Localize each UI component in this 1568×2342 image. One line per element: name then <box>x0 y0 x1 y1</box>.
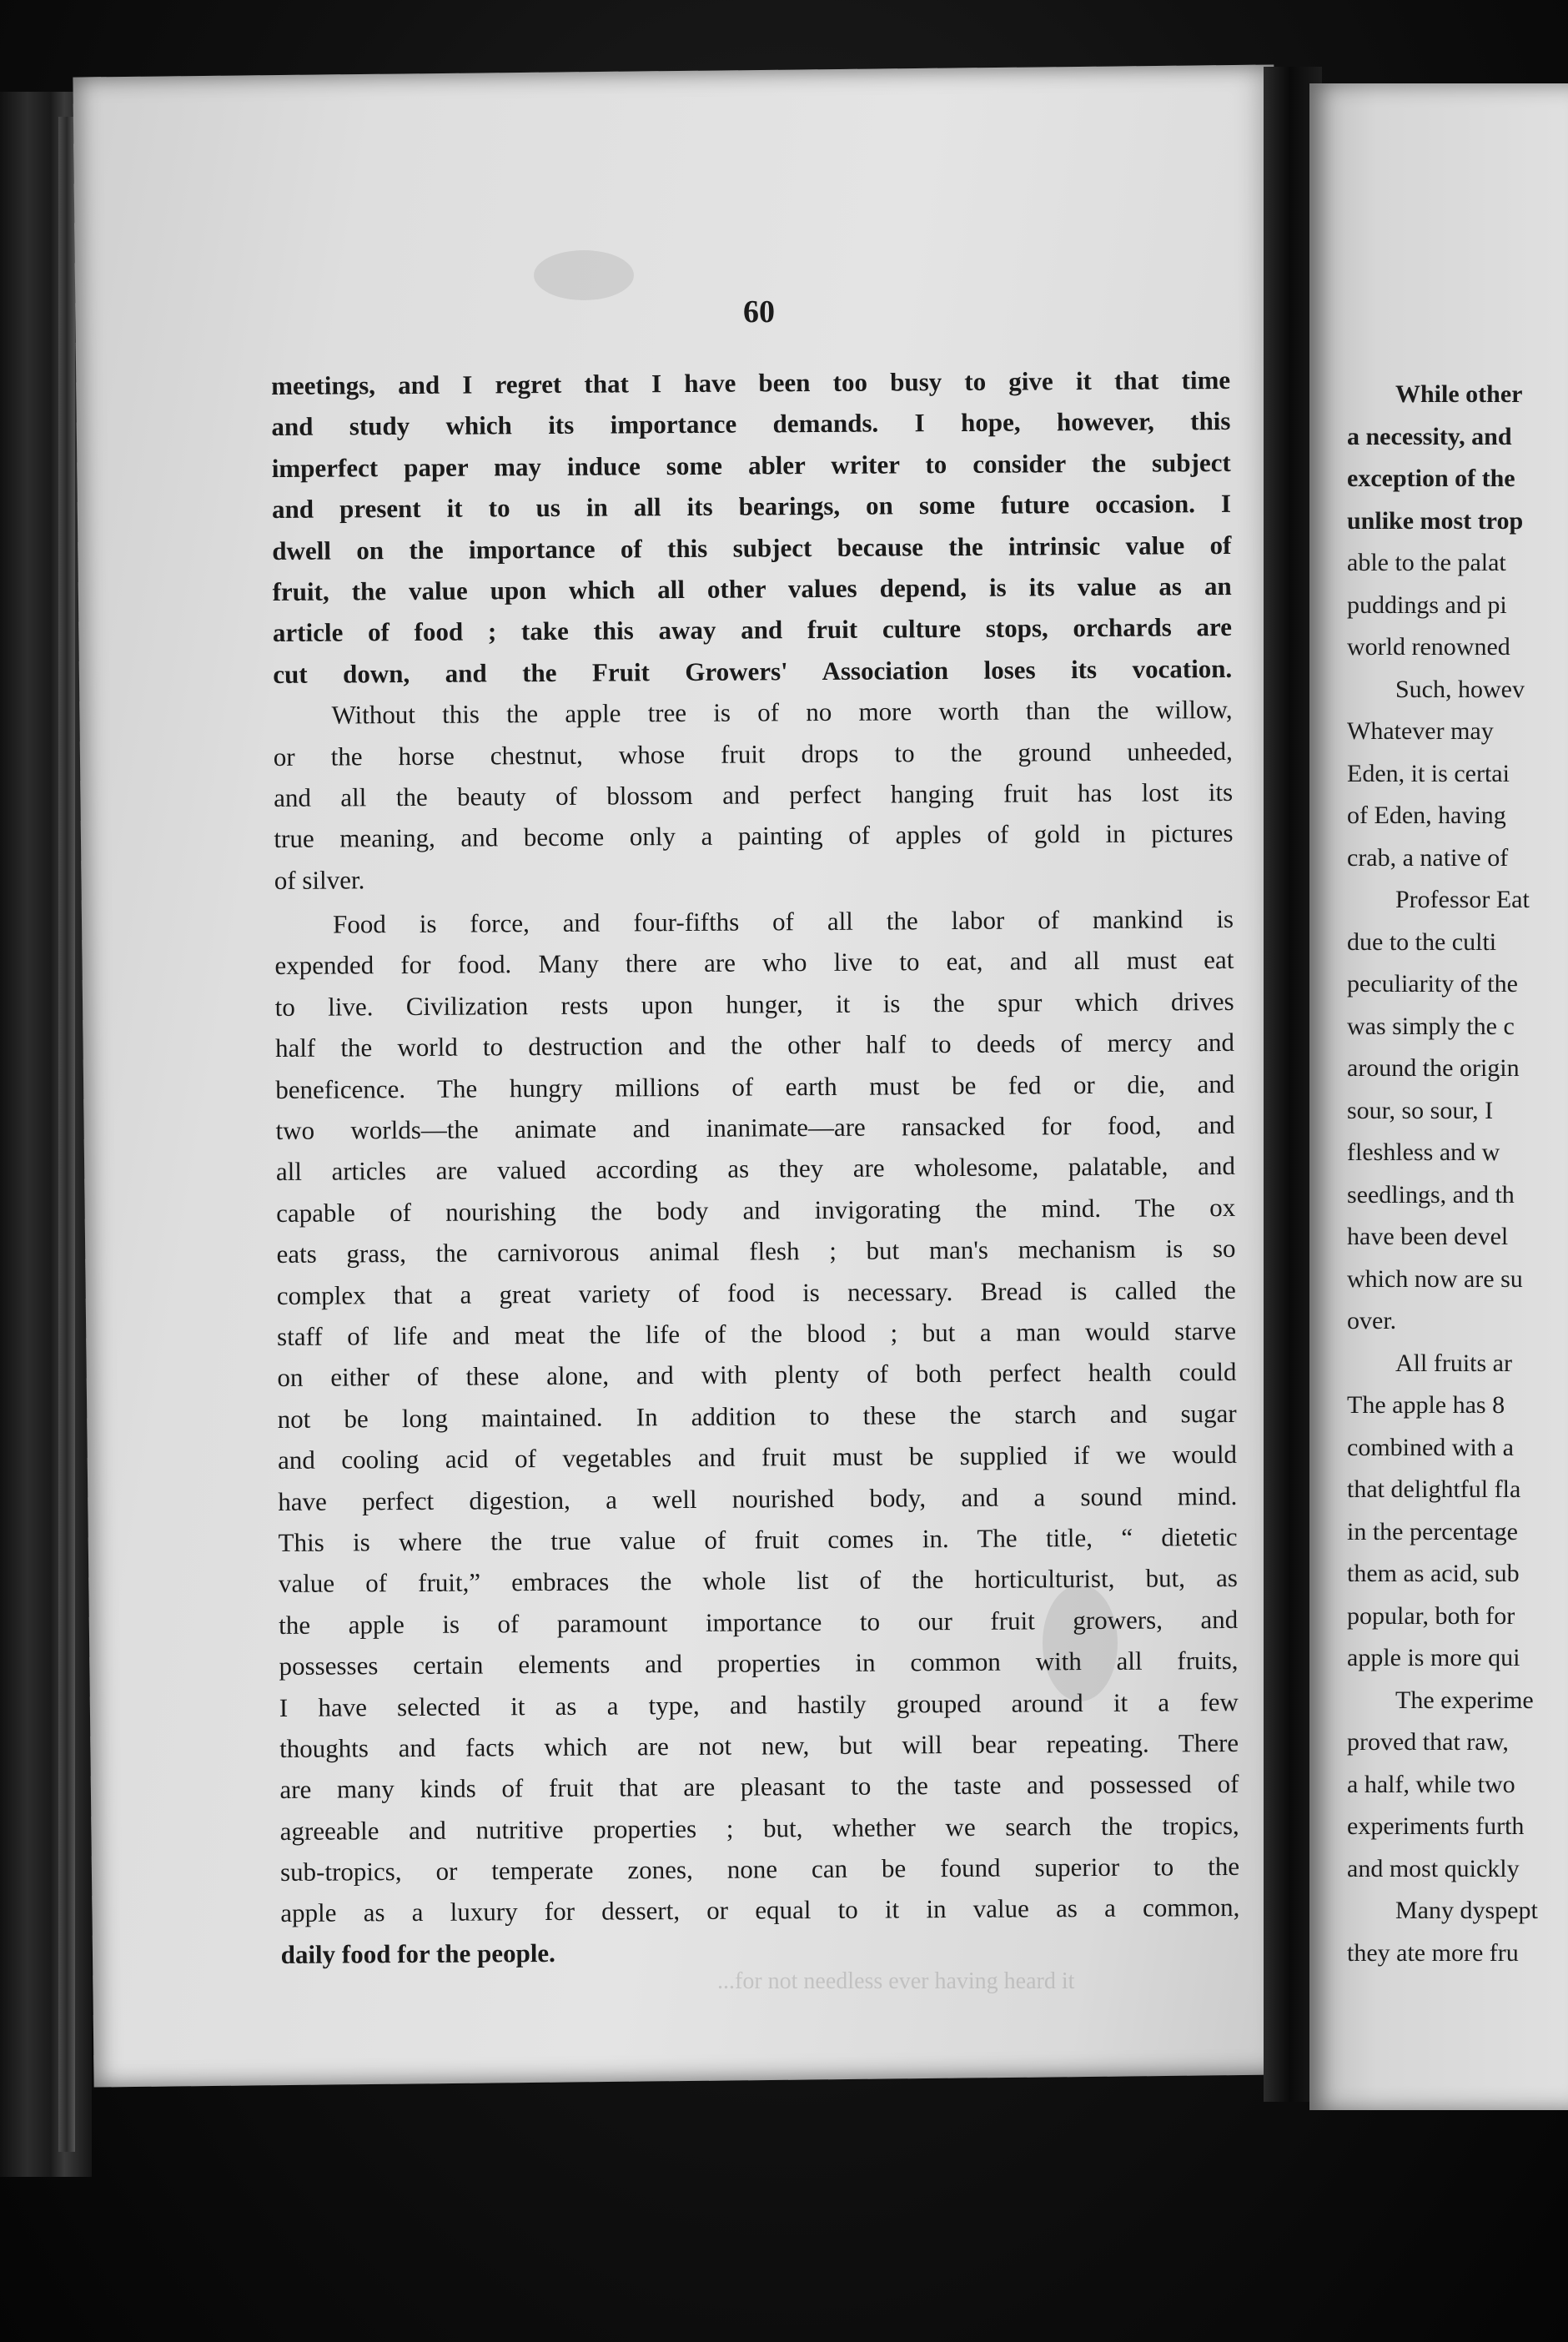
facing-line: they ate more fru <box>1347 1938 1519 1967</box>
facing-line: proved that raw, <box>1347 1728 1509 1756</box>
spine-edge <box>58 117 75 2152</box>
text-line: complex that a great variety of food is necessary. Bread is called the <box>276 1274 1236 1310</box>
facing-line: Eden, it is certai <box>1347 759 1510 787</box>
text-line: and all the beauty of blossom and perfect hanging fruit has lost its <box>274 776 1234 812</box>
text-line: daily food for the people. <box>280 1937 555 1969</box>
facing-line: Many dyspept <box>1395 1897 1538 1924</box>
page-smudge <box>534 250 634 300</box>
text-line: cut down, and the Fruit Growers' Association loses its vocation. <box>273 653 1233 689</box>
facing-line: unlike most trop <box>1347 506 1524 535</box>
text-line: sub-tropics, or temperate zones, none can be found superior to the <box>279 1852 1240 1887</box>
facing-line: them as acid, sub <box>1347 1560 1520 1587</box>
text-line: article of food ; take this away and fruit culture stops, orchards are <box>272 612 1233 648</box>
text-line: Without this the apple tree is of no more worth than the willow, <box>331 695 1233 730</box>
text-line: value of fruit,” embraces the whole list of the horticulturist, but, as <box>278 1563 1239 1599</box>
text-line: have perfect digestion, a well nourished body, and a sound mind. <box>278 1480 1238 1516</box>
facing-line: was simply the c <box>1347 1012 1515 1040</box>
text-line: I have selected it as a type, and hastily grouped around it a few <box>279 1686 1239 1722</box>
text-line: Food is force, and four-fifths of all the labor of mankind is <box>332 904 1234 939</box>
text-line: agreeable and nutritive properties ; but, whether we search the tropics, <box>279 1810 1239 1846</box>
text-line: true meaning, and become only a painting of apples of gold in pictures <box>274 818 1234 854</box>
facing-line: sour, so sour, I <box>1347 1096 1494 1124</box>
facing-line: a half, while two <box>1347 1770 1515 1798</box>
text-line: This is where the true value of fruit comes in. The title, “ dietetic <box>278 1521 1238 1557</box>
facing-line: world renowned <box>1347 633 1510 661</box>
facing-line: The apple has 8 <box>1347 1391 1505 1419</box>
text-line: capable of nourishing the body and invigorating the mind. The ox <box>276 1192 1236 1228</box>
text-line: all articles are valued according as they are wholesome, palatable, and <box>275 1151 1235 1187</box>
facing-line: a necessity, and <box>1347 422 1512 450</box>
text-line: meetings, and I regret that I have been too busy to give it that time <box>271 364 1231 400</box>
facing-line: puddings and pi <box>1347 591 1507 619</box>
text-line: two worlds—the animate and inanimate—are ransacked for food, and <box>275 1109 1235 1146</box>
facing-line: around the origin <box>1347 1054 1520 1082</box>
text-line: thoughts and facts which are not new, but will bear repeating. There <box>279 1727 1239 1763</box>
facing-line: peculiarity of the <box>1347 970 1518 998</box>
facing-line: Professor Eat <box>1395 886 1530 913</box>
facing-line: popular, both for <box>1347 1601 1515 1630</box>
facing-line: combined with a <box>1347 1433 1514 1461</box>
facing-line: have been devel <box>1347 1223 1509 1250</box>
facing-line: due to the culti <box>1347 927 1497 956</box>
facing-line: fleshless and w <box>1347 1138 1500 1166</box>
text-line: are many kinds of fruit that are pleasant to the taste and possessed of <box>279 1769 1239 1805</box>
body-text <box>271 359 1240 1975</box>
facing-page-text <box>1347 374 1568 1974</box>
facing-line: of Eden, having <box>1347 802 1506 829</box>
text-line: beneficence. The hungry millions of earth must be fed or die, and <box>275 1068 1235 1104</box>
text-line: of silver. <box>274 865 365 895</box>
bleed-through-text: ...for not needless ever having heard it <box>717 1968 1075 1994</box>
facing-line: exception of the <box>1347 465 1515 492</box>
text-line: dwell on the importance of this subject because the intrinsic value of <box>272 530 1232 565</box>
facing-line: Whatever may <box>1347 717 1494 745</box>
text-line: staff of life and meat the life of the blood ; but a man would starve <box>277 1315 1237 1351</box>
text-line: expended for food. Many there are who live to eat, and all must eat <box>274 945 1234 981</box>
facing-line: apple is more qui <box>1347 1644 1520 1671</box>
text-line: and study which its importance demands. I hope, however, this <box>271 406 1231 442</box>
facing-line: in the percentage <box>1347 1517 1518 1545</box>
facing-line: Such, howev <box>1395 675 1525 703</box>
facing-line: able to the palat <box>1347 549 1506 576</box>
text-line: possesses certain elements and properties in common with all fruits, <box>279 1646 1239 1681</box>
text-line: apple as a luxury for dessert, or equal to it in value as a common, <box>280 1892 1240 1928</box>
text-line: and cooling acid of vegetables and fruit must be supplied if we would <box>277 1440 1238 1475</box>
facing-line: seedlings, and th <box>1347 1180 1515 1209</box>
text-line: eats grass, the carnivorous animal flesh ; but man's mechanism is so <box>276 1234 1236 1269</box>
text-line: and present it to us in all its bearings, on some future occasion. I <box>271 489 1232 525</box>
facing-line: The experime <box>1395 1686 1534 1714</box>
text-line: or the horse chestnut, whose fruit drops to the ground unheeded, <box>273 736 1233 771</box>
text-line: to live. Civilization rests upon hunger, it is the spur which drives <box>274 986 1234 1022</box>
facing-line: While other <box>1395 380 1523 408</box>
text-line: not be long maintained. In addition to these the starch and sugar <box>277 1398 1237 1434</box>
facing-line: that delightful fla <box>1347 1475 1521 1503</box>
facing-line: All fruits ar <box>1395 1349 1512 1377</box>
page-number: 60 <box>743 294 775 329</box>
facing-line: over. <box>1347 1307 1397 1334</box>
text-line: on either of these alone, and with plenty of both perfect health could <box>277 1357 1237 1393</box>
text-line: fruit, the value upon which all other values depend, is its value as an <box>272 570 1232 606</box>
text-line: half the world to destruction and the other half to deeds of mercy and <box>274 1028 1235 1063</box>
facing-line: which now are su <box>1347 1264 1523 1293</box>
facing-line: crab, a native of <box>1347 843 1509 872</box>
facing-line: experiments furth <box>1347 1812 1525 1840</box>
text-line: the apple is of paramount importance to our fruit growers, and <box>279 1604 1239 1640</box>
facing-line: and most quickly <box>1347 1854 1520 1882</box>
text-line: imperfect paper may induce some abler writer to consider the subject <box>271 447 1231 483</box>
